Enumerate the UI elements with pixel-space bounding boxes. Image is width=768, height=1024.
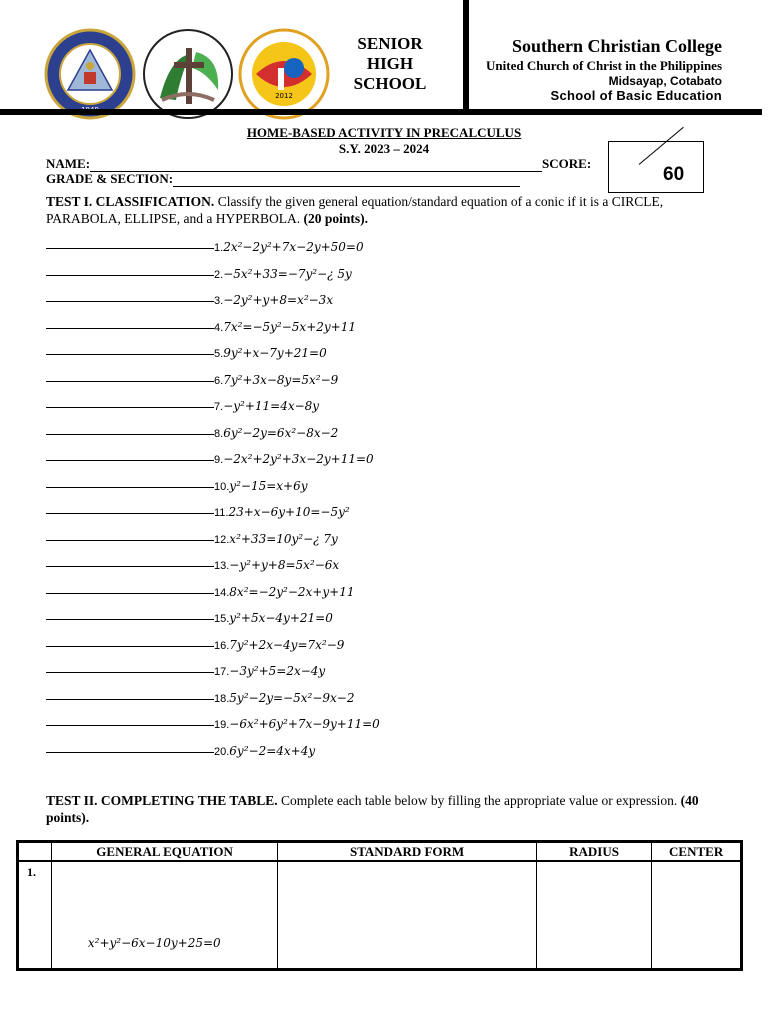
score-total: 60 bbox=[663, 164, 685, 185]
answer-blank[interactable] bbox=[46, 593, 214, 594]
test1-heading: TEST I. CLASSIFICATION. bbox=[46, 194, 215, 209]
list-item bbox=[46, 558, 339, 578]
grade-section-label: GRADE & SECTION: bbox=[46, 171, 174, 186]
answer-blank[interactable] bbox=[46, 513, 214, 514]
list-item bbox=[46, 426, 338, 446]
test2-heading: TEST II. COMPLETING THE TABLE. bbox=[46, 793, 278, 808]
item-number: 15. bbox=[214, 613, 230, 625]
item-equation: 7y²+2x−4y=7x²−9 bbox=[229, 637, 345, 652]
list-item bbox=[46, 479, 308, 499]
item-number: 6. bbox=[214, 374, 224, 387]
item-number: 14. bbox=[214, 586, 230, 599]
item-equation: 2x²−2y²+7x−2y+50=0 bbox=[223, 240, 364, 254]
senior-high-school-label bbox=[340, 34, 440, 94]
item-number: 8. bbox=[214, 427, 224, 440]
list-item bbox=[46, 399, 319, 419]
item-equation: −y²+11=4x−8y bbox=[223, 399, 320, 413]
item-equation: 9y²+x−7y+21=0 bbox=[223, 346, 327, 360]
row-number: 1. bbox=[27, 865, 36, 879]
list-item bbox=[46, 505, 350, 525]
item-equation: y²+5x−4y+21=0 bbox=[229, 611, 333, 625]
item-number: 20. bbox=[214, 745, 230, 758]
table-header: STANDARD FORM bbox=[278, 842, 536, 862]
header-horizontal-rule bbox=[0, 109, 762, 115]
answer-blank[interactable] bbox=[46, 672, 214, 673]
test1-text: Classify the given general equation/standard equation of a conic if it is a CIRCLE, PARABOLA, ELLIPSE, and a HYPERBOLA. bbox=[46, 194, 664, 226]
list-item bbox=[46, 452, 374, 472]
test2-points: (40 points). bbox=[46, 793, 699, 825]
sbe-logo bbox=[238, 28, 330, 120]
answer-blank[interactable] bbox=[46, 699, 214, 700]
answer-blank[interactable] bbox=[46, 752, 214, 753]
item-number: 2. bbox=[214, 268, 224, 281]
shs-line: HIGH bbox=[366, 54, 414, 73]
item-equation: 6y²−2=4x+4y bbox=[229, 743, 316, 758]
table-header: GENERAL EQUATION bbox=[51, 842, 278, 862]
answer-blank[interactable] bbox=[46, 248, 214, 249]
item-equation: −2x²+2y²+3x−2y+11=0 bbox=[223, 452, 374, 466]
item-number: 13. bbox=[214, 560, 230, 572]
header-vertical-rule bbox=[463, 0, 469, 112]
list-item bbox=[46, 240, 364, 260]
conic-table bbox=[16, 840, 743, 971]
college-info bbox=[486, 36, 722, 103]
ucc-logo bbox=[140, 28, 232, 120]
item-equation: 5y²−2y=−5x²−9x−2 bbox=[229, 690, 355, 705]
scc-seal-logo bbox=[44, 28, 136, 120]
item-equation: 7x²=−5y²−5x+2y+11 bbox=[223, 319, 356, 334]
row-number-cell bbox=[18, 861, 52, 970]
item-number: 7. bbox=[214, 401, 224, 413]
list-item bbox=[46, 611, 333, 631]
table-header: CENTER bbox=[652, 842, 742, 862]
list-item bbox=[46, 664, 325, 684]
item-equation: y²−15=x+6y bbox=[229, 478, 308, 493]
answer-blank[interactable] bbox=[46, 275, 214, 276]
answer-blank[interactable] bbox=[46, 619, 214, 620]
shs-line: SCHOOL bbox=[353, 74, 427, 93]
item-equation: −3y²+5=2x−4y bbox=[229, 664, 326, 678]
item-number: 16. bbox=[214, 639, 230, 652]
table-header-row bbox=[18, 842, 742, 862]
answer-blank[interactable] bbox=[46, 487, 214, 488]
answer-blank[interactable] bbox=[46, 328, 214, 329]
answer-blank[interactable] bbox=[46, 434, 214, 435]
item-equation: x²+33=10y²−¿ 7y bbox=[229, 531, 338, 546]
school-year: S.Y. 2023 – 2024 bbox=[338, 141, 430, 156]
item-number: 3. bbox=[214, 295, 224, 307]
item-number: 12. bbox=[214, 533, 230, 546]
college-name: Southern Christian College bbox=[511, 36, 722, 56]
test2-instructions bbox=[46, 792, 736, 826]
grade-section-line[interactable] bbox=[173, 186, 520, 187]
answer-blank[interactable] bbox=[46, 566, 214, 567]
list-item bbox=[46, 638, 344, 658]
item-equation: 23+x−6y+10=−5y² bbox=[228, 505, 350, 519]
test1-instructions bbox=[46, 193, 736, 227]
answer-blank[interactable] bbox=[46, 460, 214, 461]
radius-cell[interactable] bbox=[536, 861, 651, 970]
grade-section-field[interactable] bbox=[46, 171, 520, 187]
answer-blank[interactable] bbox=[46, 407, 214, 408]
list-item bbox=[46, 293, 333, 313]
score-box bbox=[608, 141, 704, 193]
list-item bbox=[46, 744, 315, 764]
church-name: United Church of Christ in the Philippines bbox=[486, 58, 722, 73]
test1-points: (20 points). bbox=[303, 211, 369, 226]
item-equation: 8x²=−2y²−2x+y+11 bbox=[229, 584, 355, 599]
list-item bbox=[46, 691, 354, 711]
answer-blank[interactable] bbox=[46, 301, 214, 302]
item-number: 1. bbox=[214, 242, 224, 254]
item-number: 11. bbox=[214, 507, 229, 519]
name-field[interactable] bbox=[46, 156, 591, 172]
shs-line: SENIOR bbox=[357, 34, 423, 53]
answer-blank[interactable] bbox=[46, 725, 214, 726]
item-equation: −y²+y+8=5x²−6x bbox=[229, 558, 340, 572]
answer-blank[interactable] bbox=[46, 540, 214, 541]
table-row bbox=[18, 861, 742, 970]
college-location: Midsayap, Cotabato bbox=[608, 74, 722, 88]
list-item bbox=[46, 585, 354, 605]
list-item bbox=[46, 320, 356, 340]
list-item bbox=[46, 267, 352, 287]
item-number: 5. bbox=[214, 348, 224, 360]
item-equation: 6y²−2y=6x²−8x−2 bbox=[223, 425, 339, 440]
item-number: 17. bbox=[214, 666, 230, 678]
item-number: 18. bbox=[214, 692, 230, 705]
item-number: 19. bbox=[214, 719, 230, 731]
general-equation-cell bbox=[51, 861, 278, 970]
item-equation: −6x²+6y²+7x−9y+11=0 bbox=[229, 717, 380, 731]
item-equation: −5x²+33=−7y²−¿ 5y bbox=[223, 266, 352, 281]
list-item bbox=[46, 532, 338, 552]
list-item bbox=[46, 717, 380, 737]
item-equation: −2y²+y+8=x²−3x bbox=[223, 293, 334, 307]
general-equation: x²+y²−6x−10y+25=0 bbox=[87, 936, 221, 950]
answer-blank[interactable] bbox=[46, 354, 214, 355]
item-number: 9. bbox=[214, 454, 224, 466]
center-cell[interactable] bbox=[652, 861, 742, 970]
school-name: School of Basic Education bbox=[550, 88, 722, 103]
item-number: 4. bbox=[214, 321, 224, 334]
name-label: NAME: bbox=[46, 156, 91, 171]
table-header-blank bbox=[18, 842, 52, 862]
answer-blank[interactable] bbox=[46, 381, 214, 382]
answer-blank[interactable] bbox=[46, 646, 214, 647]
list-item bbox=[46, 373, 338, 393]
score-label: SCORE: bbox=[542, 156, 592, 171]
standard-form-cell[interactable] bbox=[278, 861, 536, 970]
list-item bbox=[46, 346, 327, 366]
item-equation: 7y²+3x−8y=5x²−9 bbox=[223, 372, 339, 387]
table-header: RADIUS bbox=[536, 842, 651, 862]
sbe-year: 2012 bbox=[275, 92, 293, 100]
test2-text: Complete each table below by filling the appropriate value or expression. bbox=[277, 793, 681, 808]
item-number: 10. bbox=[214, 480, 230, 493]
activity-title: HOME-BASED ACTIVITY IN PRECALCULUS bbox=[246, 125, 522, 140]
